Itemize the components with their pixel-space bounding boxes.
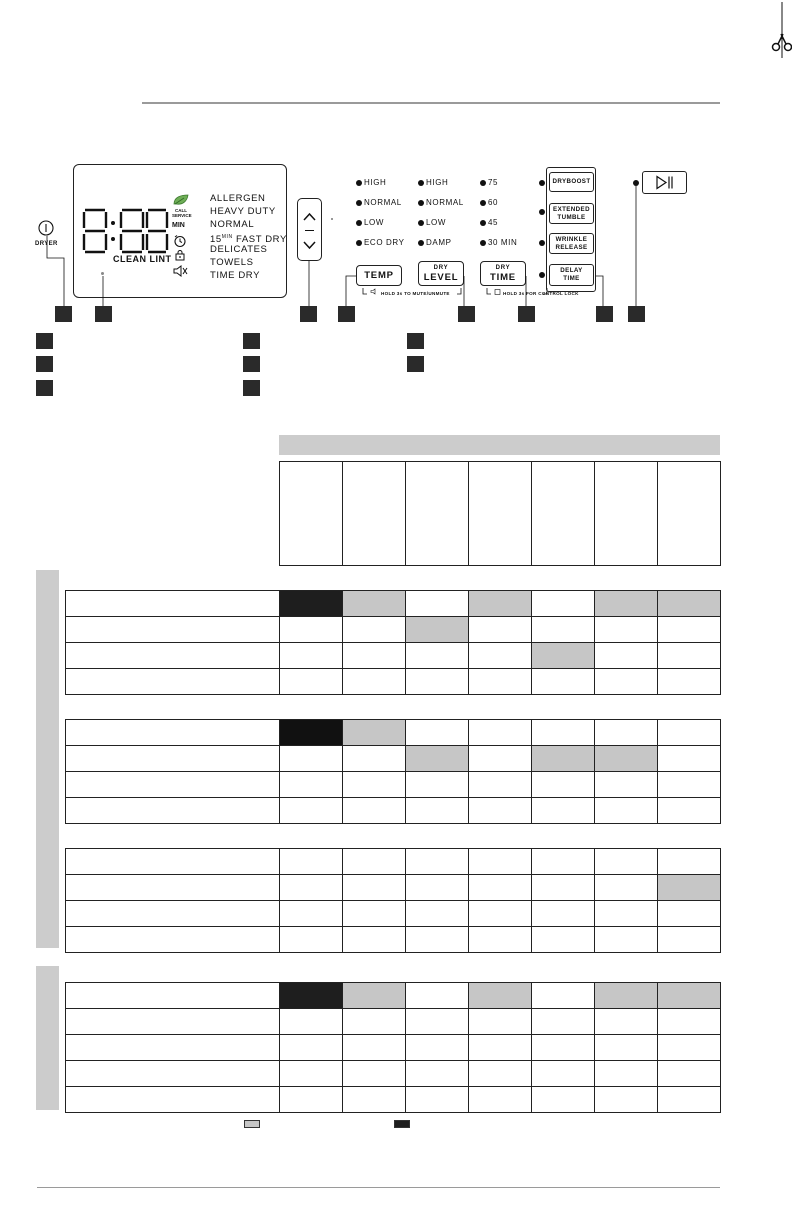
cycle-allergen: ALLERGEN: [210, 193, 266, 204]
table-row: [66, 772, 721, 798]
level-option-normal: NORMAL: [418, 198, 464, 207]
table-row: [66, 669, 721, 695]
delay-time-button[interactable]: DELAY TIME: [549, 264, 594, 286]
table-row: [66, 798, 721, 824]
table-row: [66, 720, 721, 746]
dry-time-button[interactable]: DRY TIME: [480, 261, 526, 286]
temp-option-high: HIGH: [356, 178, 386, 187]
clean-lint-label: CLEAN LINT: [113, 254, 172, 264]
table-row: [66, 901, 721, 927]
legend-dark-swatch: [394, 1120, 410, 1128]
table-row: [66, 746, 721, 772]
settings-table-group-3: [65, 848, 721, 953]
settings-table-group-2: [65, 719, 721, 824]
column-header-table: [279, 461, 721, 566]
dryboost-button[interactable]: DRYBOOST: [549, 172, 594, 192]
cycle-time-dry: TIME DRY: [210, 269, 261, 281]
call-service-label: CALL SERVICE: [172, 208, 192, 218]
table-row: [66, 1061, 721, 1087]
table-row: [66, 849, 721, 875]
key-marker: [36, 333, 53, 349]
settings-table-group-1: [65, 590, 721, 695]
callout-marker: [338, 306, 355, 322]
table-row: [66, 1009, 721, 1035]
key-marker: [243, 380, 260, 396]
callout-marker: [55, 306, 72, 322]
cycle-towels: TOWELS: [210, 256, 254, 268]
table-row: [66, 617, 721, 643]
hold-lock-text: HOLD 3s FOR CONTROL LOCK: [503, 291, 579, 296]
key-marker: [243, 356, 260, 372]
key-marker: [36, 356, 53, 372]
cycle-fast-dry: $15^{MIN}$ FAST DRY: [210, 234, 287, 246]
cycle-delicates: DELICATES: [210, 244, 268, 256]
cycle-heavy-duty: HEAVY DUTY: [210, 205, 276, 217]
level-option-high: HIGH: [418, 178, 448, 187]
callout-marker: [518, 306, 535, 322]
table-row: [66, 875, 721, 901]
section-side-bar: [36, 570, 59, 948]
temp-option-low: LOW: [356, 218, 384, 227]
table-row: [66, 643, 721, 669]
power-label: DRYER: [35, 241, 58, 247]
table-row: [66, 983, 721, 1009]
temp-button[interactable]: TEMP: [356, 265, 402, 286]
key-marker: [407, 356, 424, 372]
table-row: [66, 591, 721, 617]
callout-marker: [300, 306, 317, 322]
extended-tumble-button[interactable]: EXTENDED TUMBLE: [549, 203, 594, 224]
cycle-normal: NORMAL: [210, 218, 255, 230]
key-marker: [243, 333, 260, 349]
wrinkle-release-button[interactable]: WRINKLE RELEASE: [549, 233, 594, 254]
callout-marker: [458, 306, 475, 322]
min-label: MIN: [172, 222, 185, 229]
table-row: [66, 1035, 721, 1061]
callout-marker: [628, 306, 645, 322]
settings-table-group-4: [65, 982, 721, 1113]
bottom-rule: [37, 1187, 720, 1188]
scissors-icon: [752, 2, 792, 58]
key-marker: [36, 380, 53, 396]
key-marker: [407, 333, 424, 349]
hold-mute-text: HOLD 3s TO MUTE/UNMUTE: [381, 291, 450, 296]
table-header-bar: [279, 435, 720, 455]
time-option-60: 60: [480, 198, 498, 207]
table-row: [66, 927, 721, 953]
temp-option-eco-dry: ECO DRY: [356, 238, 405, 247]
dry-level-button[interactable]: DRY LEVEL: [418, 261, 464, 286]
callout-marker: [596, 306, 613, 322]
callout-marker: [95, 306, 112, 322]
callout-leader-lines: [0, 0, 720, 320]
temp-option-normal: NORMAL: [356, 198, 402, 207]
section-side-bar: [36, 966, 59, 1110]
level-option-low: LOW: [418, 218, 446, 227]
table-row: [66, 1087, 721, 1113]
time-option-75: 75: [480, 178, 498, 187]
level-option-damp: DAMP: [418, 238, 452, 247]
legend-light-swatch: [244, 1120, 260, 1128]
time-option-30: 30 MIN: [480, 238, 517, 247]
time-option-45: 45: [480, 218, 498, 227]
